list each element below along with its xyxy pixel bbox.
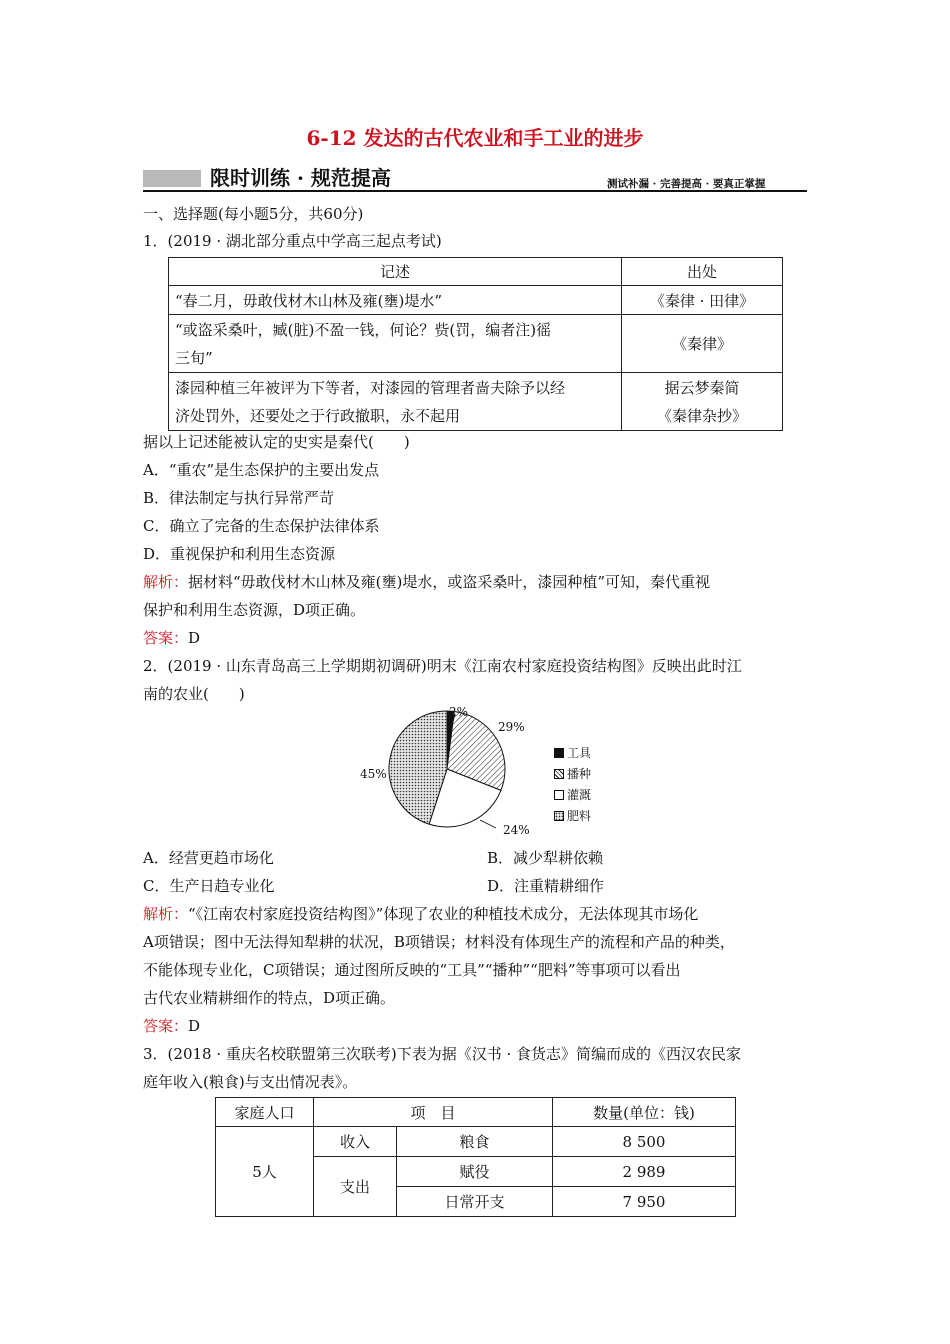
table-cell: 赋役 bbox=[397, 1157, 553, 1187]
table-cell: 粮食 bbox=[397, 1127, 553, 1157]
q1-option-a: A．“重农”是生态保护的主要出发点 bbox=[143, 461, 380, 479]
q1-table bbox=[168, 257, 783, 431]
pie-label-irrigation: 24% bbox=[503, 823, 530, 837]
answer-value: D bbox=[188, 629, 201, 647]
legend-label: 工具 bbox=[567, 746, 592, 760]
legend-item-sowing bbox=[554, 766, 591, 782]
q2-option-c: C．生产日趋专业化 bbox=[143, 877, 275, 895]
cell-text: “或盗采桑叶，臧(脏)不盈一钱，何论？赀(罚，编者注)徭 bbox=[175, 320, 552, 339]
table-cell bbox=[553, 1157, 736, 1187]
cell-number: 2 989 bbox=[622, 1162, 666, 1181]
cell-text: 据云梦秦简 bbox=[664, 378, 740, 397]
analysis-label: 解析： bbox=[143, 905, 189, 923]
cell-text: 《秦律杂抄》 bbox=[656, 406, 747, 425]
q1-answer bbox=[143, 627, 200, 648]
section-heading: 限时训练 · 规范提高 bbox=[210, 166, 391, 190]
table-header-cell: 家庭人口 bbox=[216, 1098, 314, 1127]
analysis-text: “《江南农村家庭投资结构图》”体现了农业的种植技术成分，无法体现其市场化 bbox=[188, 905, 699, 923]
q2-analysis-line: A项错误；图中无法得知犁耕的状况，B项错误；材料没有体现生产的流程和产品的种类， bbox=[143, 933, 735, 951]
leader-line bbox=[480, 820, 496, 828]
pie-label-tools: 2% bbox=[449, 705, 469, 719]
q2-answer bbox=[143, 1015, 200, 1036]
table-header-cell: 出处 bbox=[622, 258, 783, 286]
q1-stem: 1．(2019 · 湖北部分重点中学高三起点考试) bbox=[143, 232, 442, 250]
legend-item-fertilizer bbox=[554, 808, 591, 824]
table-cell: 5人 bbox=[216, 1127, 314, 1217]
q1-analysis-line: 保护和利用生态资源，D项正确。 bbox=[143, 601, 366, 619]
table-header-cell: 记述 bbox=[169, 258, 622, 286]
q1-option-d: D．重视保护和利用生态资源 bbox=[143, 545, 336, 563]
table-header-row bbox=[169, 258, 783, 286]
q2-analysis-line bbox=[143, 903, 698, 924]
cell-text: 《秦律 · 田律》 bbox=[649, 291, 755, 310]
page-title: 6-12 发达的古代农业和手工业的进步 bbox=[306, 126, 644, 150]
q2-analysis-line: 古代农业精耕细作的特点，D项正确。 bbox=[143, 989, 396, 1007]
legend-swatch bbox=[554, 790, 564, 800]
q2-option-a: A．经营更趋市场化 bbox=[143, 849, 274, 867]
analysis-text: 据材料“毋敢伐材木山林及雍(壅)堤水，或盗采桑叶，漆园种植”可知，秦代重视 bbox=[188, 573, 711, 591]
q3-table bbox=[215, 1097, 736, 1217]
part-heading: 一、选择题(每小题5分，共60分) bbox=[143, 205, 364, 223]
table-row bbox=[169, 315, 783, 373]
table-header-cell: 数量(单位：钱) bbox=[553, 1098, 736, 1127]
table-cell bbox=[169, 373, 622, 431]
cell-number: 7 950 bbox=[622, 1192, 666, 1211]
legend-swatch bbox=[554, 748, 564, 758]
table-header-cell: 项 目 bbox=[314, 1098, 553, 1127]
legend-item-irrigation bbox=[554, 787, 591, 803]
table-cell bbox=[553, 1187, 736, 1217]
answer-value: D bbox=[188, 1017, 201, 1035]
table-cell bbox=[169, 286, 622, 315]
q2-stem-line: 南的农业( ) bbox=[143, 685, 245, 703]
pie-label-sowing: 29% bbox=[498, 720, 525, 734]
legend-label: 肥料 bbox=[567, 809, 592, 823]
table-cell bbox=[622, 315, 783, 373]
legend-swatch bbox=[554, 811, 564, 821]
table-row bbox=[169, 286, 783, 315]
q2-option-b: B．减少犁耕依赖 bbox=[487, 849, 604, 867]
answer-label: 答案： bbox=[143, 1017, 189, 1035]
legend-label: 灌溉 bbox=[567, 788, 592, 802]
cell-number: 8 500 bbox=[622, 1132, 666, 1151]
table-cell bbox=[553, 1127, 736, 1157]
table-row bbox=[169, 373, 783, 431]
table-header-row bbox=[216, 1098, 736, 1127]
cell-text: 《秦律》 bbox=[671, 335, 732, 353]
section-divider bbox=[143, 190, 807, 192]
table-cell bbox=[622, 373, 783, 431]
table-cell: 收入 bbox=[314, 1127, 397, 1157]
q2-stem-line: 2．(2019 · 山东青岛高三上学期期初调研)明末《江南农村家庭投资结构图》反映出此时江 bbox=[143, 657, 742, 675]
table-cell: 支出 bbox=[314, 1157, 397, 1217]
pie-label-fertilizer: 45% bbox=[360, 767, 387, 781]
table-row bbox=[216, 1127, 736, 1157]
q2-option-d: D．注重精耕细作 bbox=[487, 877, 605, 895]
q1-option-c: C．确立了完备的生态保护法律体系 bbox=[143, 517, 380, 535]
q3-stem-line: 庭年收入(粮食)与支出情况表》。 bbox=[143, 1073, 358, 1091]
cell-text: 三旬” bbox=[175, 348, 213, 367]
cell-text: 济处罚外，还要处之于行政撤职，永不起用 bbox=[175, 406, 461, 425]
q2-analysis-line: 不能体现专业化，C项错误；通过图所反映的“工具”“播种”“肥料”等事项可以看出 bbox=[143, 961, 681, 979]
table-cell bbox=[622, 286, 783, 315]
q3-stem-line: 3．(2018 · 重庆名校联盟第三次联考)下表为据《汉书 · 食货志》简编而成的《西汉农民家 bbox=[143, 1045, 742, 1063]
legend-item-tools bbox=[554, 745, 591, 761]
q1-analysis-line bbox=[143, 571, 710, 592]
q1-question: 据以上记述能被认定的史实是秦代( ) bbox=[143, 433, 410, 451]
cell-text: “春二月，毋敢伐材木山林及雍(壅)堤水” bbox=[175, 291, 443, 310]
table-cell bbox=[169, 315, 622, 373]
q1-option-b: B．律法制定与执行异常严苛 bbox=[143, 489, 335, 507]
answer-label: 答案： bbox=[143, 629, 189, 647]
analysis-label: 解析： bbox=[143, 573, 189, 591]
section-bar-decoration bbox=[143, 170, 201, 187]
legend-label: 播种 bbox=[567, 767, 592, 781]
table-cell: 日常开支 bbox=[397, 1187, 553, 1217]
cell-text: 漆园种植三年被评为下等者，对漆园的管理者啬夫除予以经 bbox=[175, 378, 566, 397]
legend-swatch bbox=[554, 769, 564, 779]
section-slogan: 测试补漏 · 完善提高 · 要真正掌握 bbox=[607, 178, 766, 190]
